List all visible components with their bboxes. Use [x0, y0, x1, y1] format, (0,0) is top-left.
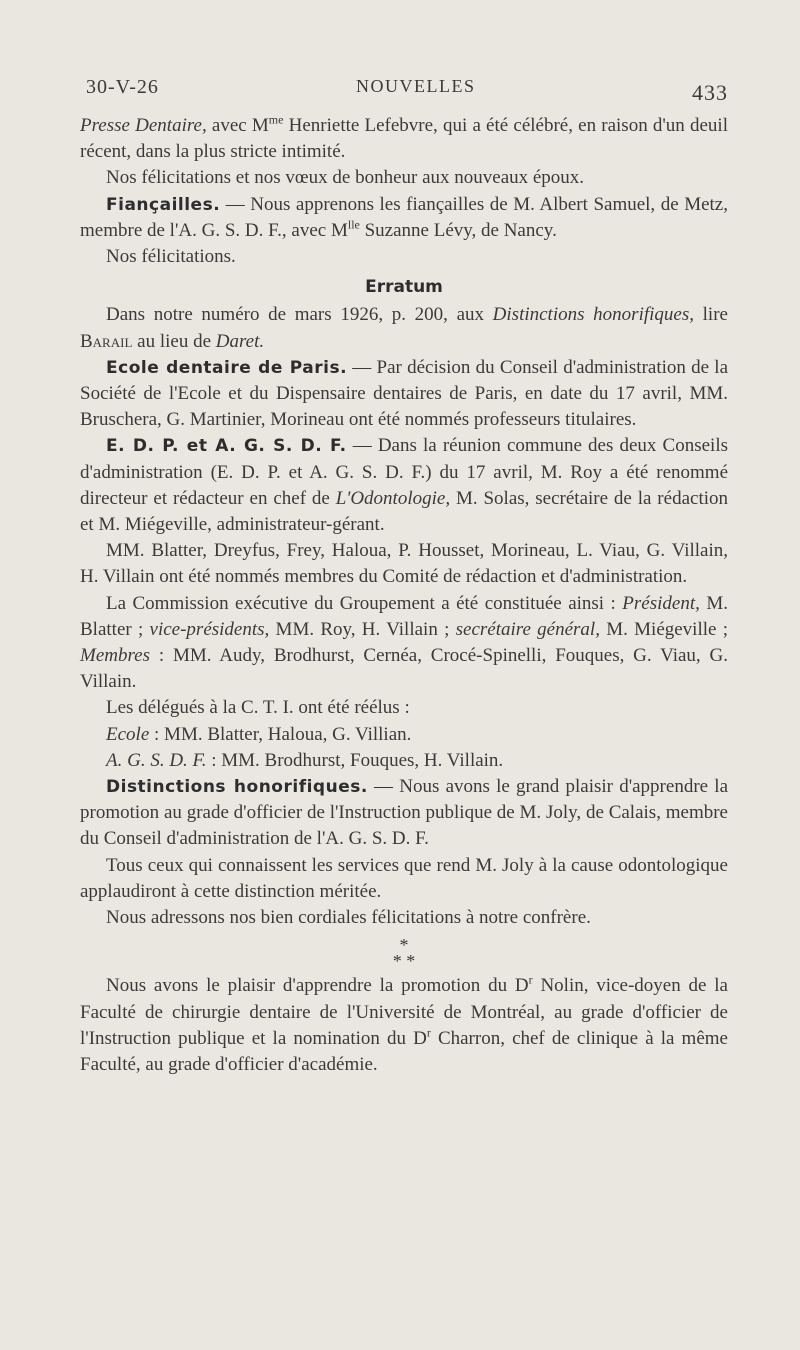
- erratum-paragraph: Dans notre numéro de mars 1926, p. 200, aux Distinctions honorifiques, lire Barail au lieu de Daret.: [80, 304, 728, 352]
- distinctions-heading: Distinctions honorifiques.: [106, 777, 368, 798]
- erratum-heading: Erratum: [365, 277, 443, 298]
- presse-dentaire-title: Presse Dentaire,: [80, 115, 207, 136]
- article-body: [80, 113, 728, 1078]
- ecole-heading: Ecole dentaire de Paris.: [106, 357, 348, 378]
- commission-paragraph: La Commission exécutive du Groupement a été constituée ainsi : Président, M. Blatter ; vice-présidents, MM. Roy, H. Villain ; secrétaire général, M. Miégeville ; Membres : MM. Audy, Brodhurst, Cernéa, Crocé-Spinelli, Fouques, G. Viau, G. Villain.: [80, 592, 728, 693]
- delegues-paragraph: Les délégués à la C. T. I. ont été réélus :: [106, 697, 410, 719]
- intro-paragraph: Presse Dentaire, avec $M^{me}$ Henriette Lefebvre, qui a été célébré, en raison d'un deuil récent, dans la plus stricte intimité.: [80, 112, 728, 163]
- ecole-paragraph: Ecole dentaire de Paris. — Par décision du Conseil d'administration de la Société de l'Ecole et du Dispensaire dentaires de Paris, en date du 17 avril, MM. Bruschera, G. Martinier, Morineau ont été nommés professeurs titulaires.: [80, 356, 729, 431]
- edp-paragraph: E. D. P. et A. G. S. D. F. — Dans la réunion commune des deux Conseils d'administration (E. D. P. et A. G. S. D. F.) du 17 avril, M. Roy a été renommé directeur et rédacteur en chef de L'Odontologie, M. Solas, secrétaire de la rédaction et M. Miégeville, administrateur-gérant.: [80, 435, 728, 536]
- fiancailles-paragraph: Fiançailles. — Nous apprenons les fiançailles de M. Albert Samuel, de Metz, membre de l'A. G. S. D. F., avec $M^{lle}$ Suzanne Lévy, de Nancy.: [80, 193, 728, 241]
- issue-date: 30-V-26: [86, 76, 159, 98]
- intro-felicitations: Nos félicitations et nos vœux de bonheur aux nouveaux époux.: [106, 167, 585, 189]
- nolin-paragraph: Nous avons le plaisir d'apprendre la promotion du $D^r$ Nolin, vice-doyen de la Faculté de chirurgie dentaire de l'Université de Montréal, au grade d'officier de l'Instruction publique et la nomination du $D^r$ Charron, chef de clinique à la même Faculté, au grade d'officier d'académie.: [80, 972, 728, 1075]
- adressons-paragraph: Nous adressons nos bien cordiales félicitations à notre confrère.: [106, 907, 591, 929]
- running-header: [86, 76, 728, 106]
- asterism: * * *: [392, 935, 416, 972]
- distinctions-paragraph: Distinctions honorifiques. — Nous avons le grand plaisir d'apprendre la promotion au grade d'officier de l'Instruction publique de M. Joly, de Calais, membre du Conseil d'administration de l'A. G. S. D. F.: [80, 776, 729, 850]
- ecole-delegues: Ecole : MM. Blatter, Haloua, G. Villian.: [106, 723, 412, 745]
- tous-paragraph: Tous ceux qui connaissent les services que rend M. Joly à la cause odontologique applaudiront à cette distinction méritée.: [80, 854, 728, 902]
- edp-heading: E. D. P. et A. G. S. D. F.: [106, 436, 347, 457]
- section-title: NOUVELLES: [356, 76, 476, 96]
- agsdf-delegues: A. G. S. D. F. : MM. Brodhurst, Fouques, H. Villain.: [106, 749, 504, 771]
- fiancailles-heading: Fiançailles.: [106, 194, 221, 215]
- fiancailles-felicitations: Nos félicitations.: [106, 246, 236, 268]
- page-number: 433: [692, 80, 728, 105]
- comite-paragraph: MM. Blatter, Dreyfus, Frey, Haloua, P. Housset, Morineau, L. Viau, G. Villain, H. Villain ont été nommés membres du Comité de rédaction et d'administration.: [80, 540, 728, 588]
